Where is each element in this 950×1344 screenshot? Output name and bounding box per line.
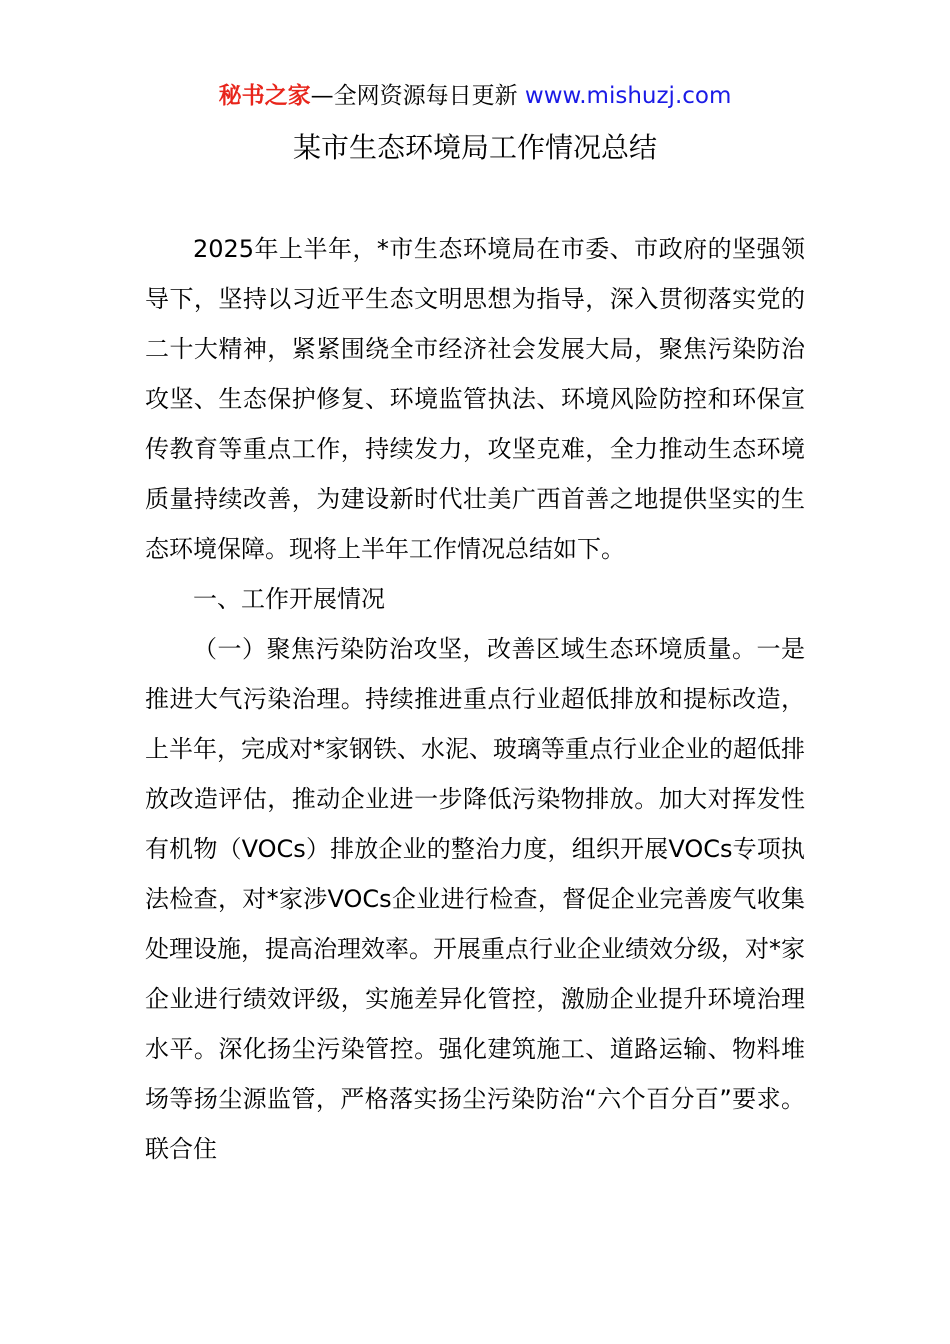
site-brand: 秘书之家	[218, 83, 311, 109]
document-body	[145, 224, 805, 1174]
site-url-link[interactable]: www.mishuzj.com	[524, 83, 732, 109]
site-tagline: —全网资源每日更新	[310, 83, 525, 109]
subsection-paragraph: （一）聚焦污染防治攻坚，改善区域生态环境质量。一是推进大气污染治理。持续推进重点行业超低排放和提标改造，上半年，完成对*家钢铁、水泥、玻璃等重点行业企业的超低排放改造评估，推动企业进一步降低污染物排放。加大对挥发性有机物（VOCs）排放企业的整治力度，组织开展VOCs专项执法检查，对*家涉VOCs企业进行检查，督促企业完善废气收集处理设施，提高治理效率。开展重点行业企业绩效分级，对*家企业进行绩效评级，实施差异化管控，激励企业提升环境治理水平。深化扬尘污染管控。强化建筑施工、道路运输、物料堆场等扬尘源监管，严格落实扬尘污染防治“六个百分百”要求。联合住	[145, 635, 805, 1163]
intro-paragraph: 2025年上半年，*市生态环境局在市委、市政府的坚强领导下，坚持以习近平生态文明思想为指导，深入贯彻落实党的二十大精神，紧紧围绕全市经济社会发展大局，聚焦污染防治攻坚、生态保护修复、环境监管执法、环境风险防控和环保宣传教育等重点工作，持续发力，攻坚克难，全力推动生态环境质量持续改善，为建设新时代壮美广西首善之地提供坚实的生态环境保障。现将上半年工作情况总结如下。	[145, 235, 805, 563]
document-title: 某市生态环境局工作情况总结	[292, 131, 657, 164]
section-heading: 一、工作开展情况	[193, 585, 385, 613]
site-header	[0, 80, 950, 112]
